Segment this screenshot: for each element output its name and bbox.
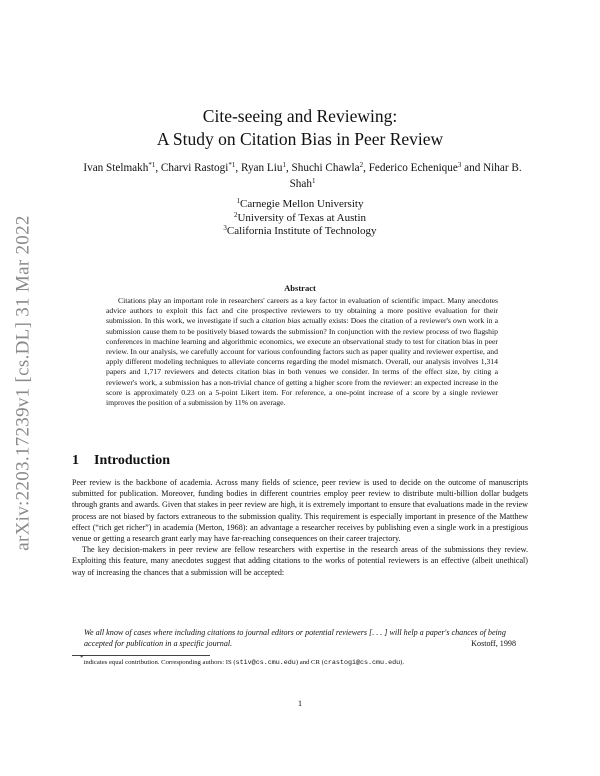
footnote-divider: [72, 655, 210, 656]
author-affil-mark: 3: [457, 161, 462, 169]
abstract-heading: Abstract: [284, 283, 316, 293]
footnote-text: indicates equal contribution. Corresponding authors: IS (: [83, 659, 236, 666]
author-list: [80, 160, 525, 192]
author-separator: ,: [285, 162, 292, 174]
paragraph: Peer review is the backbone of academia. Across many fields of science, peer review is used to decide on the outcome of manuscripts submitted for publication. Moreover, funding bodies in different countries employ peer review to distribute multi-billion dollar budgets through grants and awards. Given that stakes in peer review are high, it is extremely important to ensure that evaluations made in the review process are not biased by factors extraneous to the submission quality. This requirement is especially important in presence of the Matthew effect (“rich get richer”) in academia (Merton, 1968): an advantage a researcher receives by publishing even a single work in a prestigious venue or getting a research grant early may have far-reaching consequences on their career trajectory.: [72, 478, 528, 544]
author-separator: ,: [363, 162, 369, 174]
arxiv-stamp: [4, 206, 44, 560]
affiliation: [150, 212, 450, 226]
abstract-text: Citations play an important role in researchers' careers as a key factor in evaluation of scientific impact. Many anecdotes advice authors to exploit this fact and cite prospective reviewers to try obtaining a more positive evaluation for their submission. In this work, we investigate if such a: [106, 296, 498, 326]
affiliation-name: California Institute of Technology: [226, 225, 377, 237]
author-name: Charvi Rastogi: [160, 162, 229, 174]
footnote-email-link[interactable]: crastogi@cs.cmu.edu: [323, 659, 401, 667]
arxiv-stamp-text: arXiv:2203.17239v1 [cs.DL] 31 Mar 2022: [13, 215, 34, 551]
paper-title: [100, 105, 500, 151]
footnote-text: ).: [400, 659, 405, 666]
author-affil-mark: 2: [359, 161, 364, 169]
affiliation-mark: 2: [233, 210, 238, 219]
quote-attribution: Kostoff, 1998: [471, 639, 516, 649]
affiliation-mark: 3: [223, 224, 227, 232]
author-name: Ryan Liu: [240, 162, 283, 174]
abstract-body: [106, 296, 498, 408]
title-line-1: Cite-seeing and Reviewing:: [202, 106, 398, 126]
affiliation-list: [150, 198, 450, 239]
author-affil-mark: 1: [282, 161, 286, 169]
footnote: [80, 654, 530, 668]
page-number: 1: [297, 698, 303, 708]
paragraph: The key decision-makers in peer review are fellow researchers with expertise in the research areas of the submissions they review. Exploiting this feature, many anecdotes suggest that adding citations to the works of potential reviewers is an effective (albeit unethical) way of increasing the chances that a submission will be accepted:: [72, 545, 528, 577]
footnote-email-link[interactable]: stiv@cs.cmu.edu: [235, 659, 296, 667]
section-heading: [72, 453, 170, 469]
affiliation: [150, 198, 450, 212]
author-name: Nihar B. Shah: [289, 162, 522, 190]
affiliation: [150, 225, 450, 239]
author-separator: ,: [155, 162, 161, 174]
introduction-body: [72, 477, 528, 578]
abstract-text: actually exists: Does the citation of a reviewer's own work in a submission cause them to be positively biased towards the submission? In conjunction with the review process of two flagship conferences in machine learning and algorithmic economics, we execute an observational study to test for citation bias in peer review. In our analysis, we carefully account for various confounding factors such as paper quality and reviewer expertise, and apply different modeling techniques to alleviate concerns regarding the model mismatch. Overall, our analysis involves 1,314 papers and 1,717 reviewers and detects citation bias in both venues we consider. In terms of the effect size, by citing a reviewer's work, a submission has a non-trivial chance of getting a higher score from the reviewer: an expected increase in the score is approximately 0.23 on a 5-point Likert item. For reference, a one-point increase of a score by a single reviewer improves the position of a submission by 11% on average.: [106, 316, 498, 408]
section-title: Introduction: [94, 453, 170, 468]
author-name: Shuchi Chawla: [291, 162, 360, 174]
affiliation-mark: 1: [236, 197, 241, 205]
footnote-text: ) and CR (: [295, 659, 324, 666]
author-name: Ivan Stelmakh: [83, 162, 149, 174]
affiliation-name: Carnegie Mellon University: [240, 198, 364, 210]
footnote-mark: *: [80, 654, 84, 662]
affiliation-name: University of Texas at Austin: [237, 211, 367, 224]
author-affil-mark: 1: [311, 177, 316, 185]
author-affil-mark: *1: [148, 161, 156, 169]
author-separator: and: [461, 162, 484, 174]
author-separator: ,: [235, 162, 241, 174]
title-line-2: A Study on Citation Bias in Peer Review: [156, 129, 444, 149]
author-name: Federico Echenique: [368, 162, 458, 174]
abstract-emphasis: citation bias: [261, 316, 301, 326]
section-number: 1: [72, 453, 79, 468]
author-affil-mark: *1: [228, 161, 236, 169]
block-quote: [84, 627, 516, 649]
quote-text: We all know of cases where including citations to journal editors or potential reviewers [. . . ] will help a paper's chances of being accepted for publication in a specific journal.: [84, 628, 506, 649]
